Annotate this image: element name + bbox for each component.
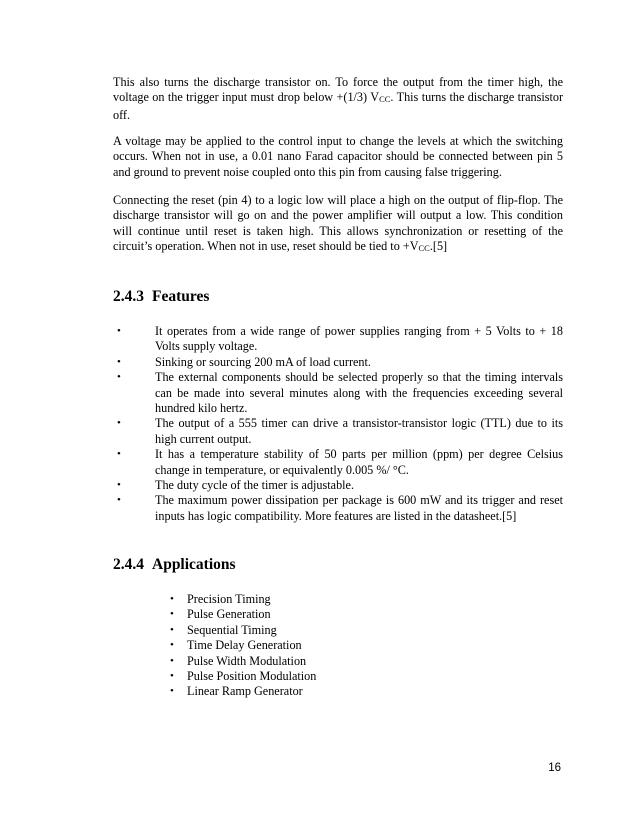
paragraph-discharge-transistor (113, 75, 563, 123)
feature-item (117, 478, 563, 493)
feature-item-text: Sinking or sourcing 200 mA of load current. (155, 354, 371, 369)
application-item-text: Time Delay Generation (187, 638, 302, 653)
feature-item (117, 447, 563, 478)
feature-item (117, 324, 563, 355)
section-heading-features (113, 288, 209, 306)
application-item-text: Linear Ramp Generator (187, 684, 303, 699)
paragraph-reset-pin (113, 193, 563, 257)
feature-item-text: The duty cycle of the timer is adjustable. (155, 478, 354, 493)
bullet-icon: • (170, 608, 174, 621)
bullet-icon: • (117, 494, 121, 507)
application-item-text: Pulse Width Modulation (187, 653, 307, 668)
application-item (170, 638, 487, 653)
feature-item-text: The external components should be selected properly so that the timing intervals can be made into several minutes along with the frequencies exceeding several hundred kilo hertz. (155, 370, 563, 416)
application-item (170, 653, 487, 669)
bullet-icon: • (170, 593, 174, 605)
application-item (170, 607, 487, 622)
subscript-cc: CC (418, 243, 430, 254)
section-title: Features (152, 288, 210, 305)
application-item (170, 669, 487, 684)
bullet-icon: • (170, 654, 174, 667)
feature-item-text: The output of a 555 timer can drive a transistor-transistor logic (TTL) due to its high current output. (155, 416, 563, 446)
feature-item-text: It has a temperature stability of 50 parts per million (ppm) per degree Celsius change in temperature, or equivalently 0.005 %/ °C. (155, 447, 563, 477)
paragraph-text-end: .[5] (429, 239, 448, 254)
bullet-icon: • (117, 417, 121, 430)
bullet-icon: • (117, 448, 121, 461)
section-title: Applications (152, 556, 236, 573)
application-item-text: Precision Timing (187, 592, 271, 606)
paragraph-text: A voltage may be applied to the control input to change the levels at which the switching occurs. When not in use, a 0.01 nano Farad capacitor should be connected between pin 5 and ground to prevent noise coupled onto this pin from causing false triggering. (113, 134, 563, 179)
feature-item (117, 416, 563, 447)
bullet-icon: • (117, 371, 121, 384)
application-item-text: Pulse Position Modulation (187, 669, 317, 684)
feature-item (117, 370, 563, 416)
page-number: 16 (548, 762, 561, 774)
bullet-icon: • (170, 670, 174, 683)
subscript-cc: CC (379, 94, 391, 105)
application-item-text: Sequential Timing (187, 622, 277, 637)
paragraph-text-end: . This turns the discharge transistor off. (113, 90, 563, 122)
paragraph-text: Connecting the reset (pin 4) to a logic low will place a high on the output of flip-flop. The discharge transistor will go on and the power amplifier will output a low. This condition will continue until reset is taken high. This allows synchronization or resetting of the circuit’s operation. When not in use, reset should be tied to +V (113, 193, 563, 254)
application-item (170, 684, 487, 699)
bullet-icon: • (117, 479, 121, 492)
section-number: 2.4.3 (113, 288, 144, 305)
bullet-icon: • (170, 639, 174, 652)
bullet-icon: • (117, 355, 121, 368)
paragraph-control-input (113, 134, 563, 180)
features-list (117, 324, 563, 524)
paragraph-text: This also turns the discharge transistor on. To force the output from the timer high, the voltage on the trigger input must drop below +(1/3) V (113, 75, 563, 105)
application-item-text: Pulse Generation (187, 607, 271, 622)
application-item (170, 592, 487, 607)
applications-list (170, 592, 487, 700)
feature-item-text: It operates from a wide range of power supplies ranging from + 5 Volts to + 18 Volts supply voltage. (155, 324, 563, 354)
application-item (170, 622, 487, 638)
bullet-icon: • (170, 685, 174, 698)
feature-item-text: The maximum power dissipation per package is 600 mW and its trigger and reset inputs has logic compatibility. More features are listed in the datasheet.[5] (155, 493, 563, 523)
section-heading-applications (113, 556, 236, 574)
bullet-icon: • (117, 325, 121, 337)
feature-item (117, 354, 563, 370)
section-number: 2.4.4 (113, 556, 144, 573)
feature-item (117, 493, 563, 524)
bullet-icon: • (170, 623, 174, 636)
